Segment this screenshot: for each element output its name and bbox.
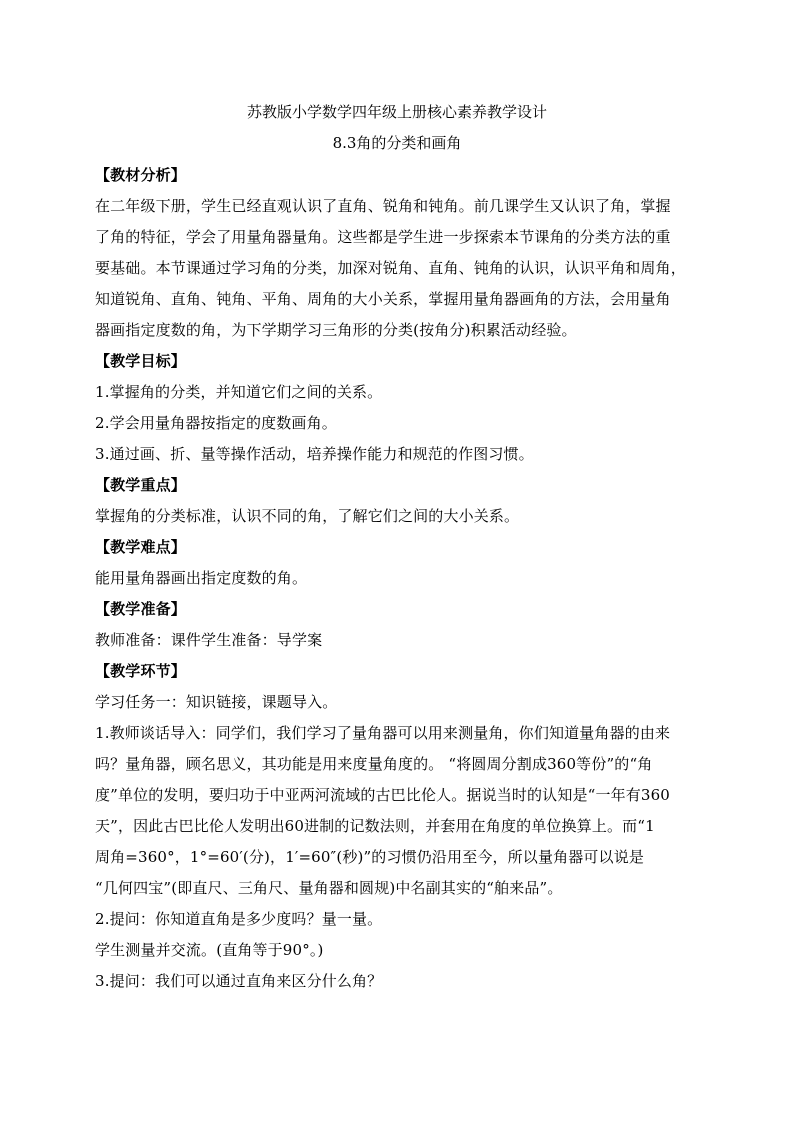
paragraph-line: 3.提问：我们可以通过直角来区分什么角？ bbox=[95, 972, 383, 990]
paragraph-line: 在二年级下册，学生已经直观认识了直角、锐角和钝角。前几课学生又认识了角，掌握 bbox=[95, 197, 671, 215]
paragraph-line: 1.掌握角的分类，并知道它们之间的关系。 bbox=[95, 383, 383, 401]
section-heading: 【教学目标】 bbox=[95, 352, 186, 370]
section-heading: 【教学环节】 bbox=[95, 662, 186, 680]
paragraph-line: 吗？量角器，顾名思义，其功能是用来度量角度的。 “将圆周分割成360等份”的“角 bbox=[95, 755, 653, 773]
paragraph-line: 知道锐角、直角、钝角、平角、周角的大小关系，掌握用量角器画角的方法，会用量角 bbox=[95, 290, 671, 308]
document-title: 苏教版小学数学四年级上册核心素养教学设计 bbox=[246, 103, 547, 121]
document-body bbox=[95, 160, 705, 997]
section-heading: 【教学准备】 bbox=[95, 600, 186, 618]
paragraph-line: “几何四宝”(即直尺、三角尺、量角器和圆规)中名副其实的“舶来品”。 bbox=[95, 879, 563, 897]
paragraph-line: 能用量角器画出指定度数的角。 bbox=[95, 569, 308, 587]
paragraph-line: 要基础。本节课通过学习角的分类，加深对锐角、直角、钝角的认识，认识平角和周角， bbox=[95, 259, 686, 277]
section-heading: 【教材分析】 bbox=[95, 166, 186, 184]
paragraph-line: 教师准备：课件学生准备：导学案 bbox=[95, 631, 323, 649]
paragraph-line: 2.提问：你知道直角是多少度吗？量一量。 bbox=[95, 910, 383, 928]
paragraph-line: 器画指定度数的角，为下学期学习三角形的分类(按角分)积累活动经验。 bbox=[95, 321, 577, 339]
paragraph-line: 学习任务一：知识链接，课题导入。 bbox=[95, 693, 338, 711]
paragraph-line: 学生测量并交流。(直角等于90°。) bbox=[95, 941, 324, 959]
paragraph-line: 了角的特征，学会了用量角器量角。这些都是学生进一步探索本节课角的分类方法的重 bbox=[95, 228, 671, 246]
document-subtitle: 8.3角的分类和画角 bbox=[332, 134, 462, 152]
paragraph-line: 1.教师谈话导入：同学们，我们学习了量角器可以用来测量角，你们知道量角器的由来 bbox=[95, 724, 671, 742]
paragraph-line: 3.通过画、折、量等操作活动，培养操作能力和规范的作图习惯。 bbox=[95, 445, 534, 463]
section-heading: 【教学重点】 bbox=[95, 476, 186, 494]
section-heading: 【教学难点】 bbox=[95, 538, 186, 556]
paragraph-line: 2.学会用量角器按指定的度数画角。 bbox=[95, 414, 337, 432]
paragraph-line: 周角=360°，1°=60′(分)，1′=60″(秒)”的习惯仍沿用至今，所以量角器可以说是 bbox=[95, 848, 644, 866]
paragraph-line: 掌握角的分类标准，认识不同的角，了解它们之间的大小关系。 bbox=[95, 507, 520, 525]
paragraph-line: 天”，因此古巴比伦人发明出60进制的记数法则，并套用在角度的单位换算上。而“1 bbox=[95, 817, 655, 835]
paragraph-line: 度”单位的发明，要归功于中亚两河流域的古巴比伦人。据说当时的认知是“一年有360 bbox=[95, 786, 670, 804]
